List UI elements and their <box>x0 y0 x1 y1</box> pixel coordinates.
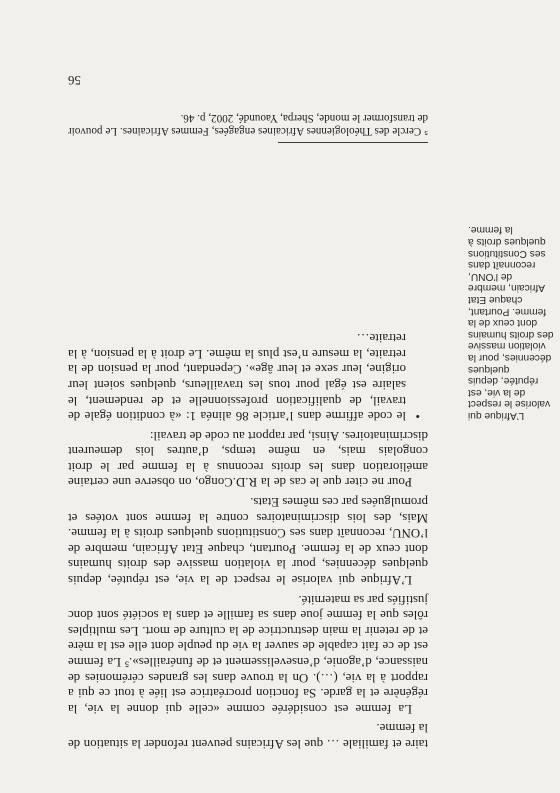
marginal-note <box>468 220 554 421</box>
bullet-list <box>68 330 428 424</box>
body-text <box>68 330 428 751</box>
paragraph: La femme est considérée comme «celle qui donne la vie, la régénère et la garde. Sa fonction procréatrice est liée à tout ce qui a rapport à la vie, (…). On la trouve dans les grandes cérémonies de naissance, d’agonie, d’ensevelissement et de funérailles».⁵ La femme est de ce fait capable de sauver la vie du peuple dont elle est la mère et de retenir la main destructrice de la culture de mort. Les multiples rôles que la femme joue dans sa famille et dans la société sont donc justifiés par sa maternité. <box>68 592 428 716</box>
bullet-item: • le code affirme dans l’article 86 alinéa 1: «à condition égale de travail, de qualification professionnelle et de rendement, le salaire est égal pour tous les travailleurs, quelques soient leur origine, leur sexe et leur âge». Cependant, pour la pension de la retraite, la mesure n’est plus la même. Le droit à la pension, à la retraite… <box>68 330 406 424</box>
footnote-rule <box>278 142 428 143</box>
paragraph: taire et familiale … que les Africains peuvent refonder la situation de la femme. <box>68 721 428 751</box>
marginal-note-text: L’Afrique qui valorise le respect de la vie, est réputée, depuis quelques décennies, pour la violation massive des droits humains dont ceux de la femme. Pourtant, chaque Etat Africain, membre de l’ONU, reconnaît dans ses Constitutions quelques droits à la femme. <box>468 224 554 421</box>
footnote: ⁵ Cercle des Théologiennes Africaines engagées, Femmes Africaines. Le pouvoir de transformer le monde, Sherpa, Yaoundé, 2002, p. 46. <box>68 111 428 137</box>
paragraph: Pour ne citer que le cas de la R.D.Congo, on observe une certaine amélioration dans les droits reconnus à la femme par le droit congolais mais, en même temps, d’autres lois demeurent discriminatoires. Ainsi, par rapport au code de travail: <box>68 428 428 490</box>
page-number: 56 <box>68 73 81 88</box>
paragraph: L’Afrique qui valorise le respect de la vie, est réputée, depuis quelques décennies, pour la violation massive des droits humains dont ceux de la femme. Pourtant, chaque Etat Africain, membre de l’ONU, reconnaît dans ses Constitutions quelques droits à la femme. Mais, des lois discriminatoires contre la femme sont votées et promulguées par ces mêmes Etats. <box>68 495 428 588</box>
